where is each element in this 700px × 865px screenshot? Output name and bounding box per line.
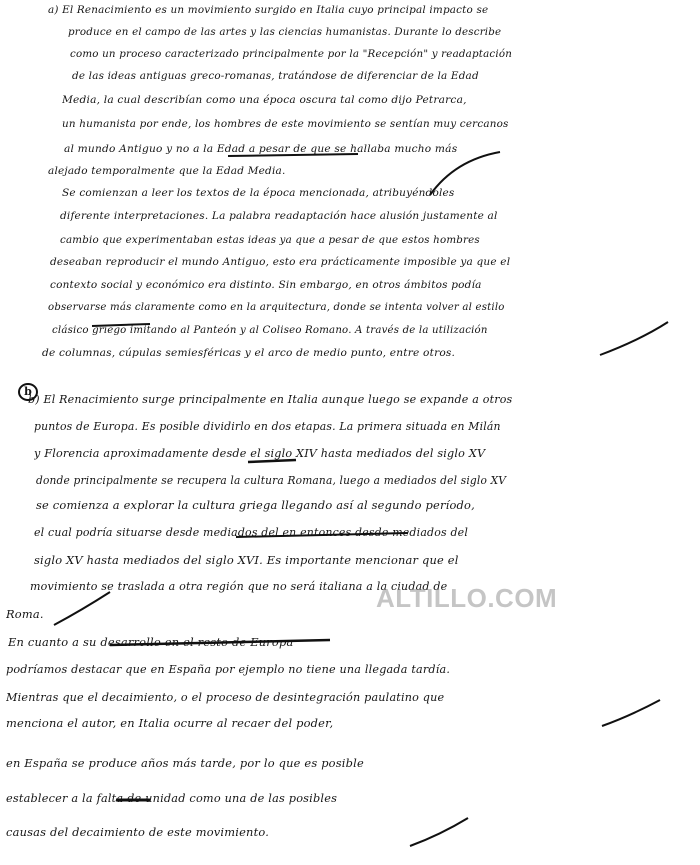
paragraph-a-line: diferente interpretaciones. La palabra readaptación hace alusión justamente al	[60, 210, 498, 222]
watermark: ALTILLO.COM	[376, 583, 558, 613]
paragraph-b-line: Mientras que el decaimiento, o el proceso de desintegración paulatino que	[6, 690, 445, 704]
paragraph-b-line: podríamos destacar que en España por ejemplo no tiene una llegada tardía.	[6, 662, 451, 676]
paragraph-a-line: produce en el campo de las artes y las ciencias humanistas. Durante lo describe	[68, 26, 502, 38]
paragraph-b-line: siglo XV hasta mediados del siglo XVI. Es importante mencionar que el	[34, 553, 459, 567]
paragraph-a-line: como un proceso caracterizado principalmente por la "Recepción" y readaptación	[70, 48, 513, 60]
paragraph-a-line: cambio que experimentaban estas ideas ya que a pesar de que estos hombres	[60, 234, 480, 246]
paragraph-a-line: Se comienzan a leer los textos de la época mencionada, atribuyéndoles	[62, 187, 455, 199]
paragraph-a-line: Media, la cual describían como una época oscura tal como dijo Petrarca,	[62, 94, 467, 106]
paragraph-a-line: de las ideas antiguas greco-romanas, tratándose de diferenciar de la Edad	[72, 70, 479, 82]
paragraph-b-line: establecer a la falta de unidad como una de las posibles	[6, 791, 338, 805]
paragraph-a-line: un humanista por ende, los hombres de este movimiento se sentían muy cercanos	[62, 118, 509, 130]
paragraph-b-marker: b	[18, 383, 38, 401]
paragraph-b-line: movimiento se traslada a otra región que no será italiana a la ciudad de	[30, 579, 448, 593]
paragraph-a-line: al mundo Antiguo y no a la Edad a pesar de que se hallaba mucho más	[64, 143, 458, 155]
paragraph-b-line: puntos de Europa. Es posible dividirlo en dos etapas. La primera situada en Milán	[34, 419, 501, 433]
paragraph-b-line: En cuanto a su desarrollo en el resto de Europa	[8, 635, 294, 649]
paragraph-b-line: menciona el autor, en Italia ocurre al recaer del poder,	[6, 716, 334, 730]
paragraph-b-line: b) El Renacimiento surge principalmente en Italia aunque luego se expande a otros	[28, 392, 513, 406]
paragraph-a-line: contexto social y económico era distinto. Sin embargo, en otros ámbitos podía	[50, 279, 482, 291]
paragraph-a-line: deseaban reproducir el mundo Antiguo, esto era prácticamente imposible ya que el	[50, 256, 511, 268]
paragraph-b-line: causas del decaimiento de este movimiento.	[6, 825, 270, 839]
paragraph-b-line: Roma.	[6, 607, 44, 621]
paragraph-b-line: y Florencia aproximadamente desde el siglo XIV hasta mediados del siglo XV	[34, 446, 486, 460]
paragraph-b-line: se comienza a explorar la cultura griega llegando así al segundo período,	[36, 498, 475, 512]
paragraph-a-line: de columnas, cúpulas semiesféricas y el arco de medio punto, entre otros.	[42, 347, 456, 359]
paragraph-a-line: a) El Renacimiento es un movimiento surgido en Italia cuyo principal impacto se	[48, 4, 489, 16]
paragraph-a-line: alejado temporalmente que la Edad Media.	[48, 165, 286, 177]
paragraph-a-line: observarse más claramente como en la arquitectura, donde se intenta volver al estilo	[48, 301, 505, 313]
paragraph-b-line: en España se produce años más tarde, por lo que es posible	[6, 756, 364, 770]
paragraph-b-line: donde principalmente se recupera la cultura Romana, luego a mediados del siglo XV	[36, 473, 507, 487]
paragraph-a-line: clásico griego imitando al Panteón y al Coliseo Romano. A través de la utilización	[52, 324, 488, 336]
paragraph-b-line: el cual podría situarse desde mediados del en entonces desde mediados del	[34, 525, 469, 539]
